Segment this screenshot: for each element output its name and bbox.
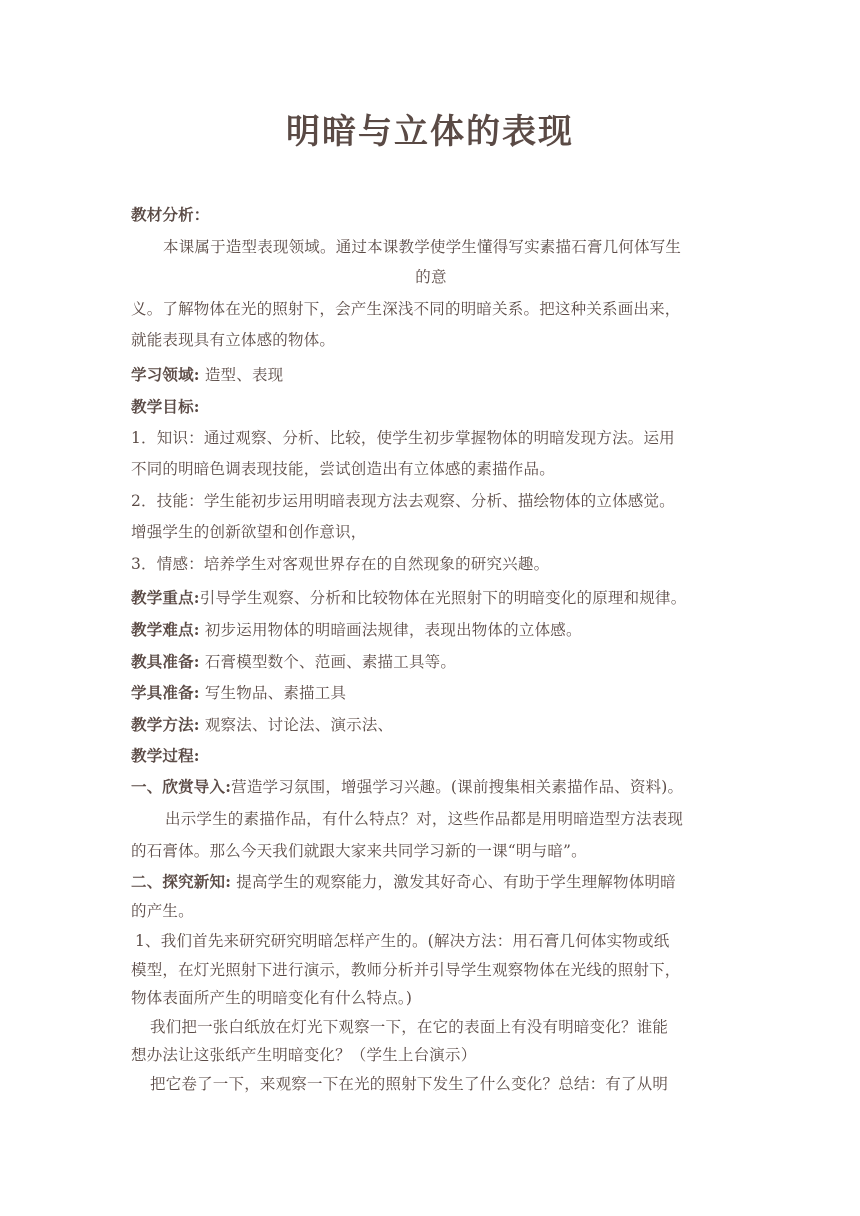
doc-line: [131, 396, 731, 418]
doc-line: [131, 619, 731, 641]
line-text: 提高学生的观察能力，激发其好奇心、有助于学生理解物体明暗: [231, 873, 676, 891]
line-text: 不同的明暗色调表现技能，尝试创造出有立体感的素描作品。: [131, 460, 555, 478]
doc-line: [131, 1044, 731, 1066]
line-text: 的意: [415, 268, 447, 286]
document-title: 明暗与立体的表现: [286, 112, 574, 152]
line-text: 1、我们首先来研究研究明暗怎样产生的。(解决方法：用石膏几何体实物或纸: [135, 932, 670, 950]
doc-line: [131, 204, 731, 226]
section-label: 教学方法:: [131, 715, 200, 734]
line-text: 义。了解物体在光的照射下，会产生深浅不同的明暗关系。把这种关系画出来，: [131, 300, 681, 318]
line-text: 1．知识：通过观察、分析、比较，使学生初步掌握物体的明暗发现方法。运用: [131, 429, 675, 447]
doc-line: [131, 458, 731, 480]
doc-line: [163, 236, 731, 258]
doc-line: [165, 808, 731, 830]
line-text: 本课属于造型表现领域。通过本课教学使学生懂得写实素描石膏几何体写生: [163, 238, 682, 256]
line-text: 3．情感：培养学生对客观世界存在的自然现象的研究兴趣。: [131, 555, 550, 573]
doc-line: [131, 298, 731, 320]
doc-line: [131, 651, 731, 673]
doc-line: [131, 987, 731, 1009]
line-text: 出示学生的素描作品，有什么特点？对，这些作品都是用明暗造型方法表现: [165, 810, 684, 828]
section-label: 教具准备:: [131, 652, 200, 671]
section-label: 二、探究新知:: [131, 872, 232, 891]
line-text: 2．技能：学生能初步运用明暗表现方法去观察、分析、描绘物体的立体感觉。: [131, 492, 675, 510]
line-text: 写生物品、素描工具: [199, 684, 347, 702]
line-text: 模型，在灯光照射下进行演示，教师分析并引导学生观察物体在光线的照射下，: [131, 961, 681, 979]
doc-line: [131, 364, 731, 386]
line-text: 造型、表现: [199, 366, 284, 384]
doc-line: [131, 776, 731, 798]
doc-line: [131, 871, 731, 893]
line-text: 的石膏体。那么今天我们就跟大家来共同学习新的一课“明与暗”。: [131, 842, 587, 860]
line-text: 的产生。: [131, 902, 194, 920]
doc-line: [131, 427, 731, 449]
doc-line: [135, 930, 735, 952]
line-text: 石膏模型数个、范画、素描工具等。: [199, 653, 457, 671]
doc-line: [131, 490, 731, 512]
section-label: 一、欣赏导入:: [131, 777, 232, 796]
doc-line: [131, 587, 731, 609]
doc-line: [131, 900, 731, 922]
line-text: 就能表现具有立体感的物体。: [131, 331, 336, 349]
doc-line: [150, 1073, 731, 1095]
doc-line: [131, 682, 731, 704]
section-label: 教材分析：: [131, 205, 210, 224]
line-text: 营造学习氛围，增强学习兴趣。(课前搜集相关素描作品、资料)。: [231, 778, 684, 796]
section-label: 教学难点:: [131, 620, 200, 639]
section-label: 教学目标:: [131, 397, 200, 416]
section-label: 学习领域:: [131, 365, 200, 384]
doc-line: [131, 745, 731, 767]
section-label: 学具准备:: [131, 683, 200, 702]
doc-line: [131, 553, 731, 575]
doc-line: [131, 959, 731, 981]
section-label: 教学重点:: [131, 588, 200, 607]
line-text: 观察法、讨论法、演示法、: [199, 716, 394, 734]
line-text: 引导学生观察、分析和比较物体在光照射下的明暗变化的原理和规律。: [199, 589, 687, 607]
line-text: 物体表面所产生的明暗变化有什么特点。): [131, 989, 413, 1007]
doc-line: [131, 840, 731, 862]
line-text: 增强学生的创新欲望和创作意识，: [131, 523, 367, 541]
doc-line: [131, 329, 731, 351]
doc-line: [131, 266, 731, 288]
doc-line: [131, 521, 731, 543]
line-text: 我们把一张白纸放在灯光下观察一下，在它的表面上有没有明暗变化？谁能: [150, 1018, 669, 1036]
line-text: 把它卷了一下，来观察一下在光的照射下发生了什么变化？总结：有了从明: [150, 1075, 669, 1093]
section-label: 教学过程:: [131, 746, 200, 765]
doc-line: [150, 1016, 731, 1038]
doc-line: [131, 714, 731, 736]
line-text: 想办法让这张纸产生明暗变化？（学生上台演示）: [131, 1046, 477, 1064]
line-text: 初步运用物体的明暗画法规律，表现出物体的立体感。: [199, 621, 582, 639]
